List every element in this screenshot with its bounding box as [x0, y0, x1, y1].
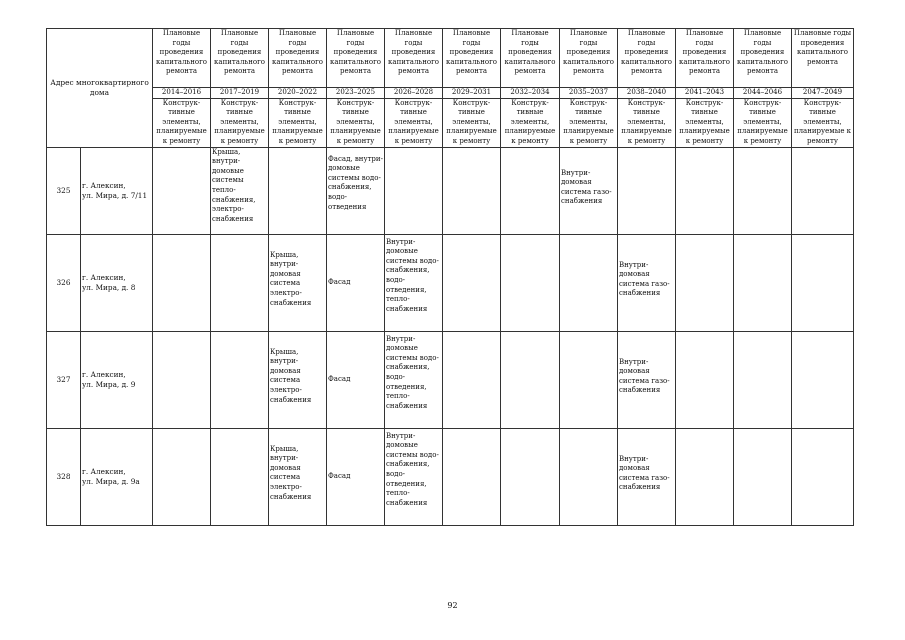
- period-header: Плановые годы проведения капитального ремонта: [792, 29, 854, 88]
- work-cell: [676, 147, 734, 234]
- work-cell: [443, 428, 501, 525]
- period-header: Плановые годы проведения капитального ремонта: [560, 29, 618, 88]
- year-range: 2017–2019: [211, 88, 269, 99]
- work-cell: [501, 428, 560, 525]
- row-number: 327: [47, 331, 81, 428]
- work-cell: Крыша, внутри- домовая система электро- снабжения: [269, 331, 327, 428]
- work-cell: [211, 428, 269, 525]
- work-cell: Внутри- домовые системы водо- снабжения, водо- отведения, тепло- снабжения: [385, 428, 443, 525]
- row-number: 328: [47, 428, 81, 525]
- elements-header: Конструк-тивные элементы, планируемые к ремонту: [618, 98, 676, 147]
- work-cell: [560, 331, 618, 428]
- work-cell: [792, 428, 854, 525]
- work-cell: [560, 234, 618, 331]
- year-range: 2047–2049: [792, 88, 854, 99]
- period-header: Плановые годы проведения капитального ремонта: [618, 29, 676, 88]
- work-cell: [153, 234, 211, 331]
- work-cell: [443, 234, 501, 331]
- repair-schedule-table: [46, 28, 854, 526]
- year-range: 2023–2025: [327, 88, 385, 99]
- work-cell: Внутри- домовая система газо- снабжения: [618, 331, 676, 428]
- work-cell: [269, 147, 327, 234]
- work-cell: [153, 428, 211, 525]
- work-cell: [211, 234, 269, 331]
- work-cell: [501, 331, 560, 428]
- row-number: 325: [47, 147, 81, 234]
- work-cell: [676, 428, 734, 525]
- work-cell: Фасад: [327, 331, 385, 428]
- row-address: г. Алексин, ул. Мира, д. 8: [81, 234, 153, 331]
- work-cell: [153, 331, 211, 428]
- work-cell: Крыша, внутри- домовая система электро- снабжения: [269, 428, 327, 525]
- work-cell: [734, 428, 792, 525]
- period-header: Плановые годы проведения капитального ремонта: [211, 29, 269, 88]
- row-address: г. Алексин, ул. Мира, д. 9: [81, 331, 153, 428]
- period-header: Плановые годы проведения капитального ремонта: [269, 29, 327, 88]
- work-cell: [501, 234, 560, 331]
- row-address: г. Алексин, ул. Мира, д. 9а: [81, 428, 153, 525]
- work-cell: Внутри- домовая система газо- снабжения: [618, 234, 676, 331]
- header-row-period: [47, 29, 854, 88]
- page-number: 92: [447, 601, 458, 610]
- elements-header: Конструк-тивные элементы, планируемые к ремонту: [501, 98, 560, 147]
- work-cell: [560, 428, 618, 525]
- table-row: [47, 234, 854, 331]
- work-cell: [443, 331, 501, 428]
- year-range: 2032–2034: [501, 88, 560, 99]
- elements-header: Конструк-тивные элементы, планируемые к ремонту: [153, 98, 211, 147]
- year-range: 2038–2040: [618, 88, 676, 99]
- year-range: 2029–2031: [443, 88, 501, 99]
- table-row: [47, 428, 854, 525]
- header-row-years: [47, 88, 854, 99]
- period-header: Плановые годы проведения капитального ремонта: [327, 29, 385, 88]
- work-cell: [676, 234, 734, 331]
- year-range: 2035–2037: [560, 88, 618, 99]
- elements-header: Конструк-тивные элементы, планируемые к ремонту: [211, 98, 269, 147]
- period-header: Плановые годы проведения капитального ремонта: [676, 29, 734, 88]
- table-row: [47, 147, 854, 234]
- header-row-elements: [47, 98, 854, 147]
- work-cell: [618, 147, 676, 234]
- work-cell: Внутри- домовые системы водо- снабжения, водо- отведения, тепло- снабжения: [385, 234, 443, 331]
- work-cell: [734, 234, 792, 331]
- work-cell: Крыша, внутри- домовые системы тепло- снабжения, электро- снабжения: [211, 147, 269, 234]
- row-number: 326: [47, 234, 81, 331]
- work-cell: [676, 331, 734, 428]
- work-cell: [792, 331, 854, 428]
- row-address: г. Алексин, ул. Мира, д. 7/11: [81, 147, 153, 234]
- year-range: 2041–2043: [676, 88, 734, 99]
- address-column-header: Адрес многоквартирного дома: [47, 29, 153, 148]
- work-cell: [501, 147, 560, 234]
- elements-header: Конструк-тивные элементы, планируемые к ремонту: [676, 98, 734, 147]
- work-cell: Крыша, внутри- домовая система электро- снабжения: [269, 234, 327, 331]
- work-cell: [153, 147, 211, 234]
- elements-header: Конструк-тивные элементы, планируемые к ремонту: [385, 98, 443, 147]
- work-cell: [792, 234, 854, 331]
- elements-header: Конструк-тивные элементы, планируемые к ремонту: [327, 98, 385, 147]
- elements-header: Конструк-тивные элементы, планируемые к ремонту: [269, 98, 327, 147]
- period-header: Плановые годы проведения капитального ремонта: [385, 29, 443, 88]
- period-header: Плановые годы проведения капитального ремонта: [153, 29, 211, 88]
- elements-header: Конструк-тивные элементы, планируемые к ремонту: [792, 98, 854, 147]
- elements-header: Конструк-тивные элементы, планируемые к ремонту: [560, 98, 618, 147]
- work-cell: Фасад: [327, 428, 385, 525]
- period-header: Плановые годы проведения капитального ремонта: [443, 29, 501, 88]
- elements-header: Конструк-тивные элементы, планируемые к ремонту: [734, 98, 792, 147]
- period-header: Плановые годы проведения капитального ремонта: [734, 29, 792, 88]
- year-range: 2044–2046: [734, 88, 792, 99]
- work-cell: [792, 147, 854, 234]
- year-range: 2014–2016: [153, 88, 211, 99]
- elements-header: Конструк-тивные элементы, планируемые к ремонту: [443, 98, 501, 147]
- year-range: 2026–2028: [385, 88, 443, 99]
- period-header: Плановые годы проведения капитального ремонта: [501, 29, 560, 88]
- work-cell: Внутри- домовая система газо- снабжения: [618, 428, 676, 525]
- work-cell: Фасад: [327, 234, 385, 331]
- table-row: [47, 331, 854, 428]
- work-cell: Фасад, внутри- домовые системы водо- снабжения, водо- отведения: [327, 147, 385, 234]
- work-cell: Внутри- домовые системы водо- снабжения, водо- отведения, тепло- снабжения: [385, 331, 443, 428]
- work-cell: [734, 147, 792, 234]
- work-cell: [734, 331, 792, 428]
- work-cell: [211, 331, 269, 428]
- work-cell: [385, 147, 443, 234]
- year-range: 2020–2022: [269, 88, 327, 99]
- work-cell: [443, 147, 501, 234]
- work-cell: Внутри- домовая система газо- снабжения: [560, 147, 618, 234]
